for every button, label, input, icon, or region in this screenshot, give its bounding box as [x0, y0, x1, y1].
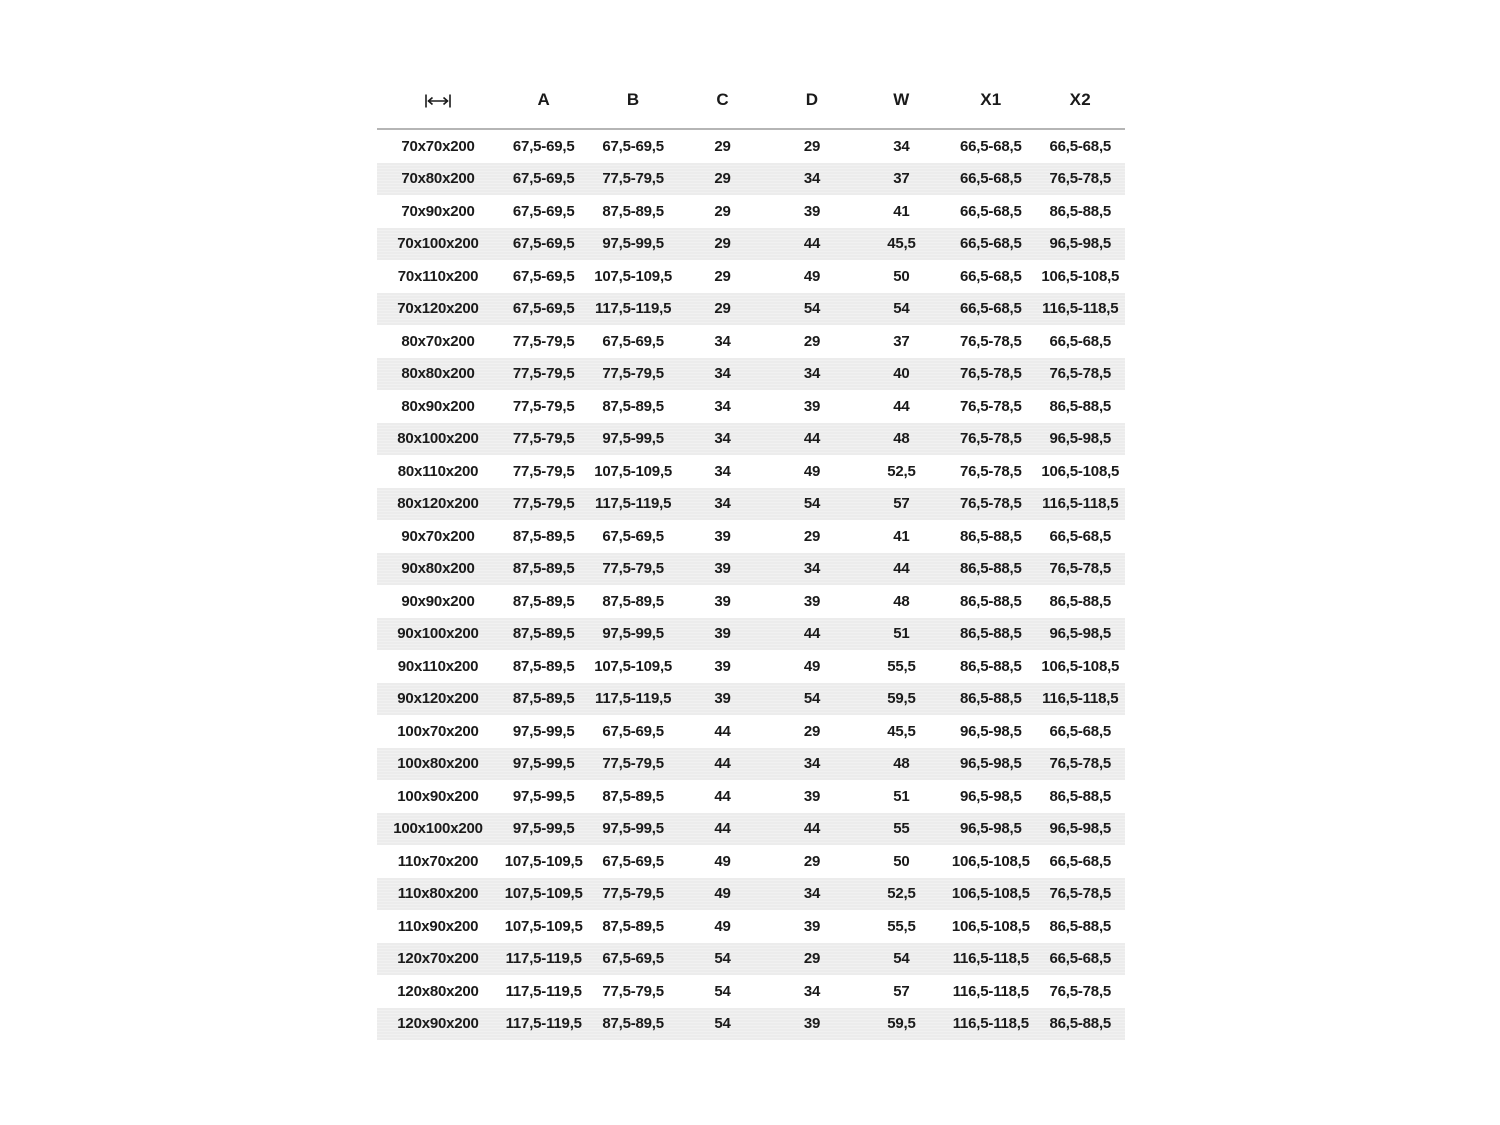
value-cell-d: 54 — [803, 495, 821, 513]
value-cell-b: 77,5-79,5 — [602, 170, 664, 188]
value-cell-b: 87,5-89,5 — [602, 1015, 664, 1033]
value-cell-w: 55,5 — [887, 657, 916, 675]
value-cell-d: 49 — [803, 462, 821, 480]
value-cell-d: 34 — [803, 982, 821, 1000]
value-cell-b: 87,5-89,5 — [602, 787, 664, 805]
value-cell-c: 39 — [714, 657, 731, 675]
value-cell-b: 97,5-99,5 — [602, 235, 664, 253]
value-cell-c: 39 — [714, 592, 731, 610]
value-cell-c: 39 — [714, 560, 731, 578]
size-cell: 120x70x200 — [397, 950, 479, 968]
size-cell: 70x90x200 — [401, 202, 475, 220]
value-cell-w: 59,5 — [887, 1015, 916, 1033]
value-cell-x1: 66,5-68,5 — [960, 137, 1022, 155]
value-cell-x1: 76,5-78,5 — [960, 365, 1022, 383]
size-cell: 80x100x200 — [397, 430, 479, 448]
value-cell-x1: 86,5-88,5 — [960, 625, 1022, 643]
table-row — [377, 650, 1125, 683]
value-cell-x2: 66,5-68,5 — [1049, 137, 1112, 155]
table-row — [377, 195, 1125, 228]
value-cell-x1: 76,5-78,5 — [960, 397, 1022, 415]
table-row — [377, 780, 1125, 813]
value-cell-a: 77,5-79,5 — [512, 462, 575, 480]
value-cell-a: 107,5-109,5 — [504, 885, 583, 903]
value-cell-b: 77,5-79,5 — [602, 755, 664, 773]
value-cell-a: 97,5-99,5 — [512, 722, 575, 740]
value-cell-c: 29 — [714, 300, 731, 318]
value-cell-w: 41 — [893, 202, 910, 220]
value-cell-w: 55 — [893, 820, 910, 838]
value-cell-b: 77,5-79,5 — [602, 560, 664, 578]
value-cell-b: 117,5-119,5 — [595, 300, 672, 318]
value-cell-a: 97,5-99,5 — [512, 755, 575, 773]
value-cell-d: 34 — [803, 755, 821, 773]
value-cell-a: 67,5-69,5 — [512, 202, 575, 220]
value-cell-w: 34 — [893, 137, 910, 155]
header-row — [377, 72, 1125, 129]
value-cell-b: 67,5-69,5 — [602, 950, 664, 968]
value-cell-x1: 76,5-78,5 — [960, 332, 1022, 350]
size-cell: 80x120x200 — [397, 495, 479, 513]
value-cell-x2: 106,5-108,5 — [1041, 267, 1120, 285]
value-cell-a: 77,5-79,5 — [512, 495, 575, 513]
value-cell-x1: 76,5-78,5 — [960, 430, 1022, 448]
value-cell-a: 87,5-89,5 — [512, 657, 575, 675]
table-row — [377, 715, 1125, 748]
value-cell-b: 97,5-99,5 — [602, 820, 664, 838]
size-cell: 90x120x200 — [397, 690, 479, 708]
value-cell-c: 49 — [714, 852, 731, 870]
table-row — [377, 683, 1125, 716]
value-cell-x2: 76,5-78,5 — [1049, 560, 1112, 578]
value-cell-a: 67,5-69,5 — [512, 235, 575, 253]
value-cell-b: 107,5-109,5 — [594, 267, 673, 285]
value-cell-w: 37 — [893, 170, 910, 188]
value-cell-w: 45,5 — [887, 722, 916, 740]
value-cell-x2: 86,5-88,5 — [1049, 1015, 1112, 1033]
value-cell-a: 97,5-99,5 — [512, 820, 575, 838]
size-cell: 80x70x200 — [401, 332, 475, 350]
value-cell-x2: 86,5-88,5 — [1049, 397, 1112, 415]
size-cell: 90x90x200 — [401, 592, 475, 610]
column-header-a: A — [499, 72, 588, 129]
value-cell-x1: 66,5-68,5 — [960, 235, 1022, 253]
value-cell-x1: 66,5-68,5 — [960, 202, 1022, 220]
value-cell-a: 87,5-89,5 — [512, 527, 575, 545]
table-row — [377, 455, 1125, 488]
value-cell-b: 87,5-89,5 — [602, 397, 664, 415]
value-cell-a: 87,5-89,5 — [512, 592, 575, 610]
table-row — [377, 423, 1125, 456]
value-cell-b: 117,5-119,5 — [595, 690, 672, 708]
value-cell-a: 117,5-119,5 — [505, 982, 582, 1000]
value-cell-c: 44 — [714, 755, 731, 773]
value-cell-d: 34 — [803, 560, 821, 578]
value-cell-x2: 66,5-68,5 — [1049, 332, 1112, 350]
value-cell-x1: 116,5-118,5 — [952, 982, 1029, 1000]
value-cell-c: 29 — [714, 170, 731, 188]
value-cell-x1: 76,5-78,5 — [960, 462, 1022, 480]
value-cell-a: 97,5-99,5 — [512, 787, 575, 805]
value-cell-c: 29 — [714, 137, 731, 155]
value-cell-w: 44 — [893, 397, 910, 415]
value-cell-a: 107,5-109,5 — [504, 917, 583, 935]
value-cell-d: 29 — [803, 722, 821, 740]
value-cell-x1: 66,5-68,5 — [960, 170, 1022, 188]
value-cell-w: 55,5 — [887, 917, 916, 935]
value-cell-c: 39 — [714, 690, 731, 708]
size-cell: 110x70x200 — [397, 852, 479, 870]
table-row — [377, 163, 1125, 196]
value-cell-b: 67,5-69,5 — [602, 332, 664, 350]
value-cell-c: 39 — [714, 625, 731, 643]
table-row — [377, 845, 1125, 878]
value-cell-x1: 106,5-108,5 — [951, 917, 1030, 935]
value-cell-d: 39 — [803, 787, 821, 805]
value-cell-a: 87,5-89,5 — [512, 560, 575, 578]
column-header-d: D — [767, 72, 856, 129]
size-cell: 90x100x200 — [397, 625, 479, 643]
value-cell-d: 34 — [803, 885, 821, 903]
value-cell-b: 87,5-89,5 — [602, 917, 664, 935]
value-cell-d: 49 — [803, 657, 821, 675]
value-cell-x2: 66,5-68,5 — [1049, 722, 1112, 740]
value-cell-x2: 116,5-118,5 — [1042, 300, 1119, 318]
value-cell-b: 67,5-69,5 — [602, 527, 664, 545]
value-cell-c: 29 — [714, 267, 731, 285]
value-cell-b: 67,5-69,5 — [602, 137, 664, 155]
value-cell-w: 44 — [893, 560, 910, 578]
value-cell-d: 29 — [803, 332, 821, 350]
value-cell-x2: 76,5-78,5 — [1049, 755, 1112, 773]
value-cell-d: 44 — [803, 625, 821, 643]
size-cell: 70x110x200 — [397, 267, 479, 285]
value-cell-b: 77,5-79,5 — [602, 885, 664, 903]
value-cell-x2: 66,5-68,5 — [1049, 527, 1112, 545]
size-cell: 90x70x200 — [401, 527, 475, 545]
value-cell-c: 54 — [714, 1015, 731, 1033]
value-cell-w: 52,5 — [887, 885, 916, 903]
size-cell: 70x80x200 — [401, 170, 475, 188]
value-cell-x2: 116,5-118,5 — [1042, 690, 1119, 708]
table-row — [377, 1008, 1125, 1041]
value-cell-x2: 116,5-118,5 — [1042, 495, 1119, 513]
table-row — [377, 390, 1125, 423]
value-cell-c: 29 — [714, 202, 731, 220]
value-cell-x2: 66,5-68,5 — [1049, 852, 1112, 870]
value-cell-x1: 116,5-118,5 — [952, 1015, 1029, 1033]
table-row — [377, 585, 1125, 618]
value-cell-x2: 86,5-88,5 — [1049, 592, 1112, 610]
size-cell: 70x70x200 — [401, 137, 475, 155]
dimensions-table — [377, 72, 1125, 1040]
value-cell-a: 87,5-89,5 — [512, 625, 575, 643]
column-header-b: B — [588, 72, 677, 129]
size-cell: 100x100x200 — [393, 820, 483, 838]
size-cell: 110x80x200 — [397, 885, 479, 903]
value-cell-x1: 106,5-108,5 — [951, 885, 1030, 903]
value-cell-b: 67,5-69,5 — [602, 722, 664, 740]
value-cell-d: 34 — [803, 365, 821, 383]
size-cell: 70x120x200 — [397, 300, 479, 318]
value-cell-x2: 96,5-98,5 — [1049, 625, 1112, 643]
table-row — [377, 228, 1125, 261]
value-cell-d: 49 — [803, 267, 821, 285]
size-cell: 90x80x200 — [401, 560, 475, 578]
value-cell-a: 77,5-79,5 — [512, 332, 575, 350]
value-cell-w: 41 — [893, 527, 910, 545]
value-cell-c: 34 — [714, 430, 731, 448]
value-cell-d: 39 — [803, 397, 821, 415]
table-row — [377, 129, 1125, 163]
value-cell-c: 39 — [714, 527, 731, 545]
value-cell-d: 29 — [803, 137, 821, 155]
value-cell-a: 67,5-69,5 — [512, 300, 575, 318]
value-cell-b: 97,5-99,5 — [602, 625, 664, 643]
table-row — [377, 488, 1125, 521]
value-cell-c: 54 — [714, 982, 731, 1000]
size-cell: 120x90x200 — [397, 1015, 479, 1033]
value-cell-a: 67,5-69,5 — [512, 267, 575, 285]
value-cell-d: 54 — [803, 300, 821, 318]
size-cell: 80x110x200 — [397, 462, 479, 480]
value-cell-x2: 86,5-88,5 — [1049, 917, 1112, 935]
value-cell-x1: 96,5-98,5 — [960, 820, 1022, 838]
value-cell-x2: 96,5-98,5 — [1049, 820, 1112, 838]
value-cell-w: 50 — [893, 267, 910, 285]
value-cell-a: 87,5-89,5 — [512, 690, 575, 708]
column-header-w: W — [857, 72, 946, 129]
value-cell-a: 67,5-69,5 — [512, 170, 575, 188]
table-row — [377, 878, 1125, 911]
value-cell-w: 57 — [893, 495, 910, 513]
value-cell-b: 77,5-79,5 — [602, 982, 664, 1000]
value-cell-w: 40 — [893, 365, 910, 383]
value-cell-a: 67,5-69,5 — [512, 137, 575, 155]
value-cell-x2: 86,5-88,5 — [1049, 202, 1112, 220]
value-cell-x2: 86,5-88,5 — [1049, 787, 1112, 805]
value-cell-w: 52,5 — [887, 462, 916, 480]
value-cell-c: 34 — [714, 462, 731, 480]
value-cell-x1: 116,5-118,5 — [952, 950, 1029, 968]
column-header-x2: X2 — [1036, 72, 1125, 129]
value-cell-c: 44 — [714, 787, 731, 805]
value-cell-x2: 66,5-68,5 — [1049, 950, 1112, 968]
value-cell-a: 77,5-79,5 — [512, 397, 575, 415]
size-cell: 80x80x200 — [401, 365, 475, 383]
value-cell-d: 29 — [803, 852, 821, 870]
size-cell: 100x80x200 — [397, 755, 479, 773]
table-row — [377, 813, 1125, 846]
value-cell-x2: 76,5-78,5 — [1049, 365, 1112, 383]
value-cell-w: 51 — [893, 787, 910, 805]
value-cell-d: 39 — [803, 202, 821, 220]
width-dimension-icon — [423, 93, 453, 109]
value-cell-b: 77,5-79,5 — [602, 365, 664, 383]
size-cell: 100x70x200 — [397, 722, 479, 740]
size-cell: 70x100x200 — [397, 235, 479, 253]
value-cell-d: 29 — [803, 950, 821, 968]
value-cell-x2: 96,5-98,5 — [1049, 235, 1112, 253]
size-cell: 120x80x200 — [397, 982, 479, 1000]
table-row — [377, 975, 1125, 1008]
table-row — [377, 260, 1125, 293]
value-cell-a: 107,5-109,5 — [504, 852, 583, 870]
value-cell-w: 37 — [893, 332, 910, 350]
table-body — [377, 129, 1125, 1040]
value-cell-w: 48 — [893, 592, 910, 610]
value-cell-w: 50 — [893, 852, 910, 870]
column-header-x1: X1 — [946, 72, 1035, 129]
value-cell-x1: 86,5-88,5 — [960, 592, 1022, 610]
value-cell-d: 34 — [803, 170, 821, 188]
value-cell-b: 87,5-89,5 — [602, 202, 664, 220]
value-cell-c: 54 — [714, 950, 731, 968]
value-cell-b: 107,5-109,5 — [594, 462, 673, 480]
value-cell-d: 29 — [803, 527, 821, 545]
value-cell-w: 59,5 — [887, 690, 916, 708]
value-cell-x1: 66,5-68,5 — [960, 300, 1022, 318]
value-cell-d: 39 — [803, 1015, 821, 1033]
table-row — [377, 618, 1125, 651]
value-cell-x1: 86,5-88,5 — [960, 527, 1022, 545]
value-cell-a: 117,5-119,5 — [505, 1015, 582, 1033]
value-cell-w: 45,5 — [887, 235, 916, 253]
value-cell-w: 48 — [893, 755, 910, 773]
value-cell-b: 117,5-119,5 — [595, 495, 672, 513]
value-cell-x1: 96,5-98,5 — [960, 755, 1022, 773]
value-cell-d: 39 — [803, 592, 821, 610]
value-cell-x1: 76,5-78,5 — [960, 495, 1022, 513]
value-cell-c: 34 — [714, 332, 731, 350]
value-cell-w: 48 — [893, 430, 910, 448]
value-cell-x2: 96,5-98,5 — [1049, 430, 1112, 448]
table-row — [377, 325, 1125, 358]
value-cell-w: 54 — [893, 300, 910, 318]
table-row — [377, 910, 1125, 943]
value-cell-x1: 86,5-88,5 — [960, 690, 1022, 708]
value-cell-w: 57 — [893, 982, 910, 1000]
value-cell-c: 29 — [714, 235, 731, 253]
value-cell-x2: 106,5-108,5 — [1041, 657, 1120, 675]
value-cell-a: 77,5-79,5 — [512, 365, 575, 383]
table-row — [377, 748, 1125, 781]
value-cell-b: 67,5-69,5 — [602, 852, 664, 870]
value-cell-x2: 76,5-78,5 — [1049, 170, 1112, 188]
table-row — [377, 520, 1125, 553]
value-cell-d: 44 — [803, 820, 821, 838]
size-cell: 100x90x200 — [397, 787, 479, 805]
value-cell-c: 34 — [714, 365, 731, 383]
size-cell: 80x90x200 — [401, 397, 475, 415]
size-cell: 90x110x200 — [397, 657, 479, 675]
value-cell-c: 49 — [714, 885, 731, 903]
value-cell-x1: 86,5-88,5 — [960, 560, 1022, 578]
value-cell-x1: 66,5-68,5 — [960, 267, 1022, 285]
size-column-header — [377, 72, 499, 129]
value-cell-c: 44 — [714, 722, 731, 740]
value-cell-b: 107,5-109,5 — [594, 657, 673, 675]
value-cell-x2: 76,5-78,5 — [1049, 885, 1112, 903]
value-cell-b: 97,5-99,5 — [602, 430, 664, 448]
value-cell-d: 44 — [803, 235, 821, 253]
column-header-c: C — [678, 72, 767, 129]
value-cell-b: 87,5-89,5 — [602, 592, 664, 610]
value-cell-c: 44 — [714, 820, 731, 838]
size-cell: 110x90x200 — [397, 917, 479, 935]
value-cell-d: 39 — [803, 917, 821, 935]
value-cell-a: 77,5-79,5 — [512, 430, 575, 448]
value-cell-x2: 76,5-78,5 — [1049, 982, 1112, 1000]
value-cell-w: 54 — [893, 950, 910, 968]
value-cell-c: 34 — [714, 495, 731, 513]
table-row — [377, 553, 1125, 586]
value-cell-x1: 86,5-88,5 — [960, 657, 1022, 675]
value-cell-d: 44 — [803, 430, 821, 448]
value-cell-a: 117,5-119,5 — [505, 950, 582, 968]
table-row — [377, 943, 1125, 976]
value-cell-x1: 96,5-98,5 — [960, 722, 1022, 740]
table-row — [377, 293, 1125, 326]
table-header — [377, 72, 1125, 129]
table-row — [377, 358, 1125, 391]
value-cell-c: 34 — [714, 397, 731, 415]
value-cell-w: 51 — [893, 625, 910, 643]
value-cell-x2: 106,5-108,5 — [1041, 462, 1120, 480]
value-cell-x1: 106,5-108,5 — [951, 852, 1030, 870]
value-cell-x1: 96,5-98,5 — [960, 787, 1022, 805]
value-cell-d: 54 — [803, 690, 821, 708]
value-cell-c: 49 — [714, 917, 731, 935]
